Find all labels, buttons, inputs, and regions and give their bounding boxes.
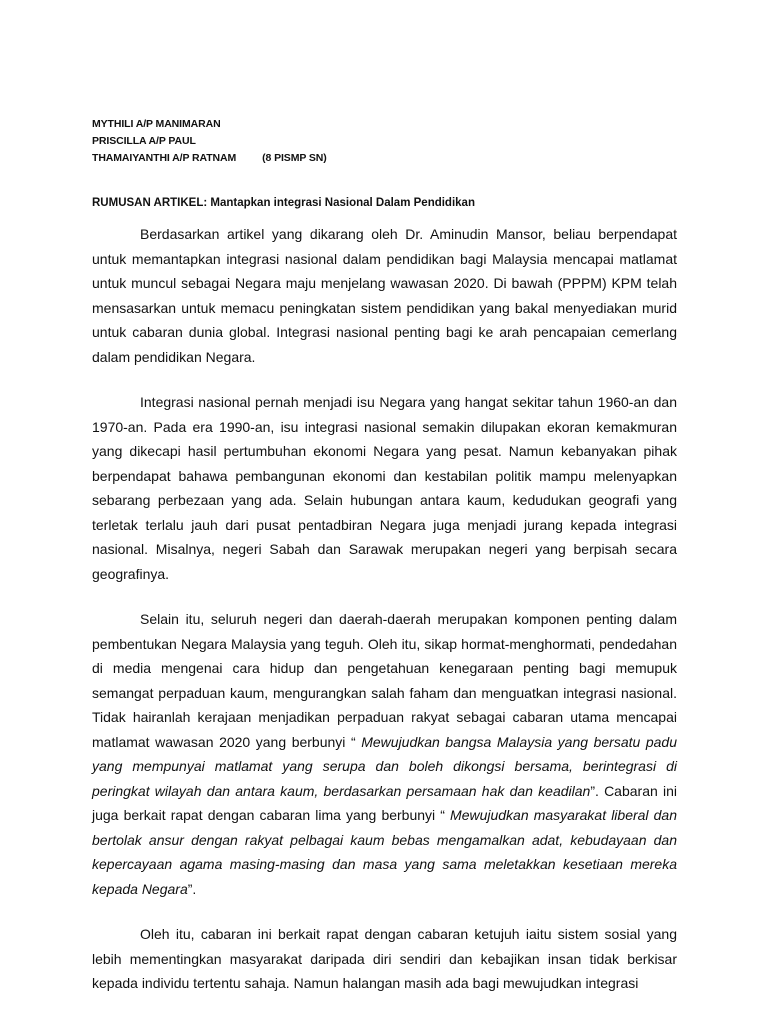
paragraph-text: ”. [187, 880, 197, 897]
paragraph: Oleh itu, cabaran ini berkait rapat dengan cabaran ketujuh iaitu sistem sosial yang lebih mementingkan masyarakat daripada diri sendiri dan kebajikan insan tidak berkisar kepada individu tertentu sahaja. Namun halangan masih ada bagi mewujudkan integrasi [92, 926, 677, 991]
author-name [92, 150, 327, 167]
class-code: (8 PISMP SN) [262, 152, 327, 164]
paragraph [92, 607, 677, 901]
author-list [92, 116, 327, 167]
article-heading: RUMUSAN ARTIKEL: Mantapkan integrasi Nasional Dalam Pendidikan [92, 197, 475, 209]
author-name [92, 116, 327, 133]
paragraph-text: Selain itu, seluruh negeri dan daerah-daerah merupakan komponen penting dalam pembentukan Negara Malaysia yang teguh. Oleh itu, sikap hormat-menghormati, pendedahan di media mengenai cara hidup dan pengetahuan kenegaraan penting bagi memupuk semangat perpaduan kaum, mengurangkan salah faham dan menguatkan integrasi nasional. Tidak hairanlah kerajaan menjadikan perpaduan rakyat sebagai cabaran utama mencapai matlamat wawasan 2020 yang berbunyi “ [92, 611, 677, 750]
author-name-text: THAMAIYANTHI A/P RATNAM [92, 152, 237, 164]
quote-text: Mewujudkan bangsa Malaysia yang bersatu padu yang mempunyai matlamat yang serupa dan boleh dikongsi bersama, berintegrasi di peringkat wilayah dan antara kaum, berdasarkan persamaan hak dan keadilan [92, 733, 677, 799]
author-name [92, 133, 327, 150]
paragraph: Berdasarkan artikel yang dikarang oleh Dr. Aminudin Mansor, beliau berpendapat untuk memantapkan integrasi nasional dalam pendidikan bagi Malaysia mencapai matlamat untuk muncul sebagai Negara maju menjelang wawasan 2020. Di bawah (PPPM) KPM telah mensasarkan untuk memacu peningkatan sistem pendidikan yang bakal menyediakan murid untuk cabaran dunia global. Integrasi nasional penting bagi ke arah pencapaian cemerlang dalam pendidikan Negara. [92, 226, 677, 365]
author-name-text: PRISCILLA A/P PAUL [92, 135, 196, 147]
author-name-text: MYTHILI A/P MANIMARAN [92, 118, 221, 130]
document-body [92, 222, 677, 1017]
paragraph: Integrasi nasional pernah menjadi isu Negara yang hangat sekitar tahun 1960-an dan 1970-an. Pada era 1990-an, isu integrasi nasional semakin dilupakan ekoran kemakmuran yang dikecapi hasil pertumbuhan ekonomi Negara yang pesat. Namun kebanyakan pihak berpendapat bahawa pembangunan ekonomi dan kestabilan politik mampu melenyapkan sebarang perbezaan yang ada. Selain hubungan antara kaum, kedudukan geografi yang terletak terlalu jauh dari pusat pentadbiran Negara juga menjadi jurang kepada integrasi nasional. Misalnya, negeri Sabah dan Sarawak merupakan negeri yang berpisah secara geografinya. [92, 394, 677, 582]
quote-text: Mewujudkan masyarakat liberal dan bertolak ansur dengan rakyat pelbagai kaum bebas mengamalkan adat, kebudayaan dan kepercayaan agama masing-masing dan masa yang sama meletakkan kesetiaan mereka kepada Negara [92, 807, 678, 897]
paragraph-text: ”. Cabaran ini juga berkait rapat dengan cabaran lima yang berbunyi “ [92, 782, 677, 823]
